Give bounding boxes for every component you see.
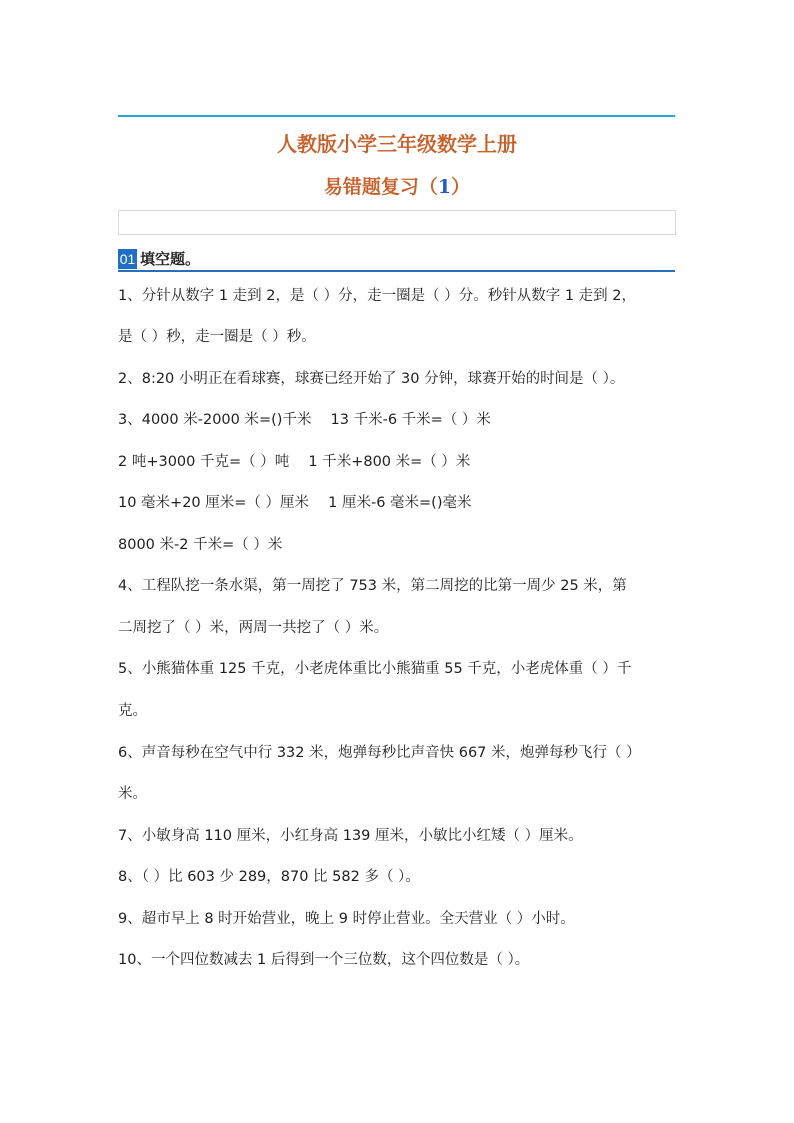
section-number-badge: 01 [119,251,136,267]
empty-box [118,210,676,235]
page-title: 人教版小学三年级数学上册 [277,132,517,156]
subtitle-close: ） [451,176,471,198]
question-line: 10、一个四位数减去 1 后得到一个三位数，这个四位数是（ ）。 [118,952,530,968]
question-line: 2 吨+3000 千克=（ ）吨 1 千米+800 米=（ ）米 [118,454,471,470]
question-line: 米。 [118,786,147,802]
question-line: 5、小熊猫体重 125 千克，小老虎体重比小熊猫重 55 千克，小老虎体重（ ）千 [118,661,632,677]
question-line: 6、声音每秒在空气中行 332 米，炮弹每秒比声音快 667 米，炮弹每秒飞行（ ） [118,745,641,761]
question-line: 8、（ ）比 603 少 289，870 比 582 多（ ）。 [118,869,420,885]
question-line: 克。 [118,703,147,719]
question-line: 4、工程队挖一条水渠，第一周挖了 753 米，第二周挖的比第一周少 25 米，第 [118,578,627,594]
question-line: 7、小敏身高 110 厘米，小红身高 139 厘米，小敏比小红矮（ ）厘米。 [118,828,583,844]
page-subtitle [0,172,794,199]
question-line: 8000 米-2 千米=（ ）米 [118,537,283,553]
question-line: 二周挖了（ ）米，两周一共挖了（ ）米。 [118,620,389,636]
question-line: 10 毫米+20 厘米=（ ）厘米 1 厘米-6 毫米=()毫米 [118,495,472,511]
section-title: 填空题。 [140,250,201,268]
question-line: 1、分针从数字 1 走到 2，是（ ）分，走一圈是（ ）分。秒针从数字 1 走到 2， [118,288,636,304]
subtitle-number: 1 [437,176,452,198]
question-line: 是（ ）秒，走一圈是（ ）秒。 [118,329,316,345]
question-line: 3、4000 米-2000 米=()千米 13 千米-6 千米=（ ）米 [118,412,491,428]
question-line: 2、8:20 小明正在看球赛，球赛已经开始了 30 分钟，球赛开始的时间是（ ）。 [118,371,625,387]
section-header [118,249,675,272]
top-divider [118,115,675,117]
question-line: 9、超市早上 8 时开始营业，晚上 9 时停止营业。全天营业（ ）小时。 [118,911,575,927]
subtitle-text: 易错题复习（ [323,176,438,198]
